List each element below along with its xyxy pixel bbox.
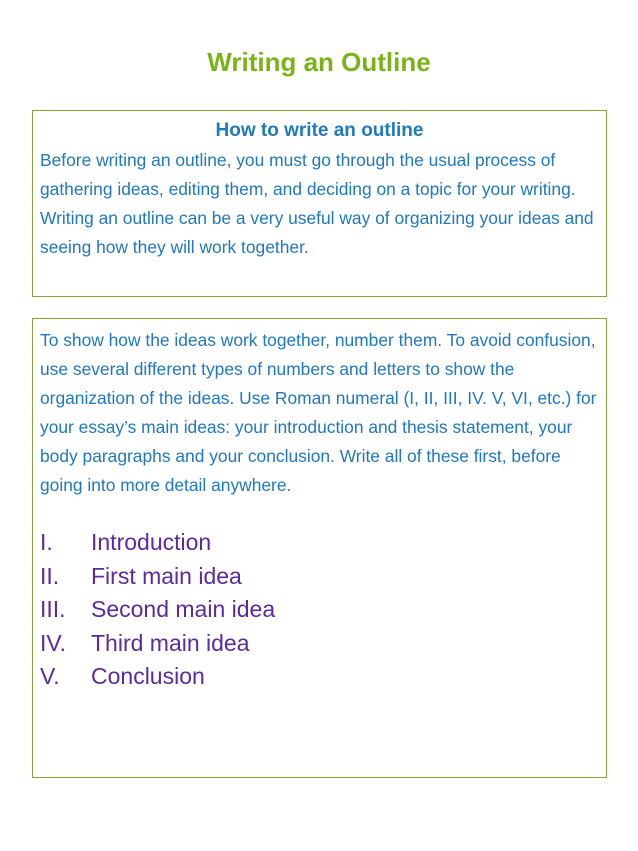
intro-box [32,110,607,297]
outline-number: III. [40,596,66,622]
outline-item [40,593,606,627]
outline-item [40,526,606,560]
outline-label: Second main idea [91,596,276,622]
page-title: Writing an Outline [207,47,431,77]
outline-item [40,560,606,594]
outline-number: IV. [40,629,67,656]
intro-paragraph: Before writing an outline, you must go through the usual process of gathering ideas, editing them, and deciding on a topic for your writing. Writing an outline can be a very useful way of organizing your ideas and seeing how they will work together. [40,150,594,257]
outline-label: Introduction [91,529,212,555]
outline-list [40,526,606,694]
outline-label: First main idea [91,562,242,589]
outline-label: Third main idea [91,629,250,656]
outline-number: II. [40,562,60,589]
outline-number: I. [40,529,53,555]
outline-item [40,660,606,694]
outline-number: V. [40,663,60,689]
numbering-paragraph: To show how the ideas work together, number them. To avoid confusion, use several different types of numbers and letters to show the organization of the ideas. Use Roman numeral (I, II, III, IV. V, VI, etc.) for your essay’s main ideas: your introduction and thesis statement, your body paragraphs and your conclusion. Write all of these first, before going into more detail anywhere. [40,330,597,495]
outline-item [40,627,606,661]
box-heading: How to write an outline [215,120,424,141]
outline-label: Conclusion [91,663,205,689]
numbering-box [32,318,607,778]
